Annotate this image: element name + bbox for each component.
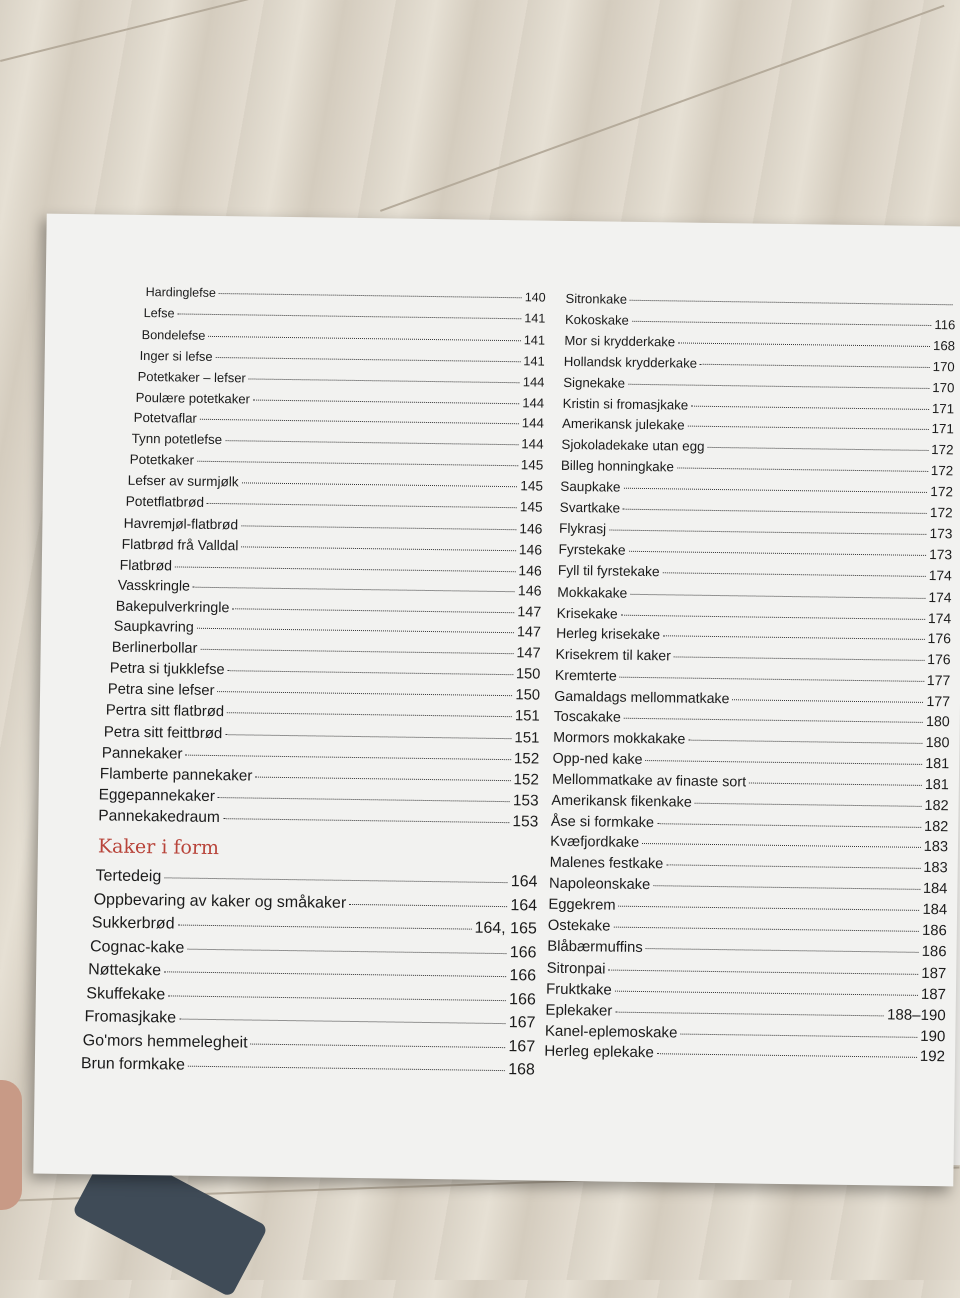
dot-leader	[164, 878, 507, 884]
toc-entry	[98, 807, 538, 831]
recipe-name: Amerikansk fikenkake	[551, 792, 692, 811]
recipe-name: Signekake	[563, 374, 626, 391]
recipe-name: Sitronpai	[546, 959, 606, 978]
page-number: 174	[927, 609, 952, 626]
page-number: 172	[930, 484, 954, 500]
recipe-name: Mor si krydderkake	[564, 332, 676, 350]
recipe-name: Sukkerbrød	[91, 914, 175, 933]
toc-entry	[84, 1009, 535, 1033]
dot-leader	[688, 426, 929, 430]
recipe-name: Flatbrød	[119, 556, 173, 574]
toc-entry	[564, 333, 955, 353]
page-number: 181	[925, 755, 950, 773]
dot-leader	[223, 818, 510, 823]
dot-leader	[217, 691, 512, 696]
page-number: 141	[523, 332, 546, 348]
toc-entry	[114, 619, 541, 641]
dot-leader	[188, 1066, 505, 1071]
dot-leader	[608, 969, 918, 974]
toc-entry	[544, 1043, 945, 1066]
page-number: 141	[524, 311, 546, 326]
dot-leader	[168, 995, 506, 1001]
toc-entry	[563, 374, 954, 394]
dot-leader	[241, 525, 516, 530]
page-number: 180	[925, 713, 950, 731]
recipe-name: Kanel-eplemoskake	[544, 1022, 678, 1042]
page-number: 171	[931, 400, 955, 416]
toc-entry	[547, 939, 946, 961]
dot-leader	[178, 925, 472, 930]
floor-board-seam	[0, 0, 680, 62]
dot-leader	[680, 1033, 917, 1037]
dot-leader	[629, 551, 927, 556]
page-number: 145	[520, 478, 544, 494]
dot-leader	[179, 1019, 506, 1025]
toc-entry	[548, 897, 947, 919]
dot-leader	[208, 336, 520, 341]
dot-leader	[630, 593, 925, 598]
toc-entry	[546, 980, 946, 1003]
dot-leader	[674, 657, 924, 661]
toc-entry	[90, 938, 537, 962]
page-number: 146	[518, 541, 543, 558]
recipe-name: Hardinglefse	[145, 285, 216, 300]
page-number: 147	[517, 603, 542, 621]
recipe-name: Svartkake	[559, 499, 621, 516]
toc-entry	[144, 306, 546, 326]
page-number: 145	[519, 499, 543, 515]
recipe-name: Potetvaflar	[133, 410, 198, 427]
recipe-name: Poulære potetkaker	[135, 389, 251, 406]
page-number: 152	[513, 770, 540, 789]
page-number: 176	[927, 651, 951, 668]
toc-entry	[559, 521, 952, 541]
recipe-name: Flykrasj	[559, 520, 607, 537]
page-number: 190	[920, 1027, 946, 1045]
page-number: 145	[520, 457, 544, 473]
dot-leader	[249, 378, 520, 383]
page-number: 186	[921, 943, 947, 961]
toc-entry	[102, 744, 540, 767]
toc-entry	[563, 395, 955, 415]
page-number: 187	[920, 985, 947, 1003]
recipe-name: Kokoskake	[564, 311, 629, 328]
page-number: 144	[521, 436, 544, 452]
toc-entry	[564, 354, 955, 374]
toc-entry	[548, 918, 947, 940]
toc-entry	[104, 723, 540, 746]
toc-entry	[560, 479, 953, 499]
dot-leader	[609, 529, 926, 534]
page-number: 151	[514, 708, 540, 725]
page-number: 167	[508, 1038, 536, 1056]
toc-entry	[99, 786, 539, 810]
toc-entry	[110, 661, 541, 683]
dot-leader	[219, 293, 522, 298]
toc-entry	[92, 915, 537, 939]
toc-entry	[551, 813, 949, 835]
dot-leader	[653, 885, 920, 890]
page-number: 176	[927, 630, 952, 647]
recipe-name: Petra sitt feittbrød	[103, 723, 223, 743]
dot-leader	[207, 503, 517, 508]
recipe-name: Lefse	[143, 305, 175, 321]
recipe-name: Fyrstekake	[558, 541, 626, 558]
toc-entry	[551, 792, 948, 814]
toc-entry	[550, 855, 948, 877]
recipe-name: Sitronkake	[565, 290, 628, 307]
toc-entry	[120, 556, 542, 578]
recipe-name: Pannekakedraum	[98, 806, 220, 826]
page-number: 174	[928, 588, 952, 605]
dot-leader	[619, 906, 920, 911]
dot-leader	[688, 740, 922, 744]
page-number: 144	[522, 373, 545, 390]
dot-leader	[663, 636, 925, 641]
dot-leader	[251, 1043, 506, 1048]
recipe-name: Hollandsk krydderkake	[563, 353, 698, 371]
page-number: 146	[519, 520, 543, 537]
toc-entry	[88, 962, 536, 986]
recipe-name: Mellommatkake av finaste sort	[551, 771, 747, 791]
page-number: 152	[513, 749, 540, 768]
toc-entry	[95, 868, 537, 892]
toc-entry	[545, 1001, 945, 1024]
recipe-name: Cognac-kake	[89, 938, 185, 957]
right-column	[544, 290, 956, 1066]
recipe-name: Vasskringle	[117, 577, 191, 595]
toc-entry	[108, 682, 540, 704]
toc-entry	[140, 348, 545, 369]
recipe-name: Flatbrød frå Valldal	[121, 535, 239, 554]
page-number: 184	[922, 881, 948, 898]
toc-entry	[122, 536, 543, 558]
recipe-name: Krisekake	[556, 604, 618, 622]
dot-leader	[200, 649, 513, 654]
page-number: 172	[931, 442, 954, 458]
page-number: 164	[510, 873, 538, 891]
page-number: 166	[509, 967, 537, 985]
toc-entry	[116, 598, 542, 620]
toc-entry	[126, 494, 543, 515]
dot-leader	[691, 405, 929, 409]
page-number: 182	[924, 797, 949, 814]
page-number: 164, 165	[474, 920, 537, 938]
dot-leader	[349, 904, 507, 907]
page-number: 188–190	[886, 1006, 946, 1024]
page-number: 183	[923, 839, 949, 856]
dot-leader	[624, 718, 923, 723]
toc-entry	[94, 891, 538, 915]
dot-leader	[621, 614, 925, 619]
dot-leader	[228, 670, 513, 675]
recipe-name: Skuffekake	[86, 985, 166, 1004]
recipe-name: Fyll til fyrstekake	[557, 562, 660, 579]
dot-leader	[657, 823, 921, 828]
page-number: 151	[514, 729, 540, 747]
recipe-name: Flamberte pannekaker	[99, 765, 253, 785]
toc-entry	[552, 771, 949, 793]
recipe-name: Bakepulverkringle	[115, 598, 230, 616]
recipe-name: Fromasjkake	[84, 1008, 177, 1027]
recipe-name: Bondelefse	[141, 326, 206, 343]
page-number: 182	[923, 818, 949, 835]
dot-leader	[218, 797, 510, 802]
toc-entry	[560, 500, 953, 520]
page-number: 168	[508, 1061, 535, 1079]
toc-entry	[557, 604, 952, 626]
recipe-name: Lefser av surmjølk	[127, 472, 239, 490]
page-number: 174	[928, 567, 952, 583]
toc-entry	[561, 437, 953, 457]
recipe-name: Kremterte	[554, 666, 617, 684]
recipe-name: Potetflatbrød	[125, 493, 205, 510]
recipe-name: Herleg eplekake	[544, 1043, 654, 1062]
page-number: 184	[922, 902, 948, 919]
dot-leader	[657, 1054, 917, 1059]
page-number: 192	[919, 1048, 946, 1066]
toc-entry	[124, 515, 543, 537]
recipe-name: Ostekake	[547, 917, 611, 935]
recipe-name: Malenes festkake	[549, 855, 664, 873]
page-number: 150	[515, 687, 541, 704]
dot-leader	[623, 488, 927, 493]
recipe-name: Brun formkake	[80, 1055, 186, 1075]
recipe-name: Eggekrem	[548, 896, 616, 914]
recipe-name: Krisekrem til kaker	[555, 646, 671, 664]
toc-entry	[142, 327, 546, 348]
recipe-name: Billeg honningkake	[560, 458, 675, 475]
dot-leader	[164, 972, 506, 978]
dot-leader	[632, 321, 932, 326]
page-number: 146	[517, 582, 542, 600]
recipe-name: Amerikansk julekake	[561, 416, 685, 433]
recipe-name: Mokkakake	[557, 583, 628, 601]
recipe-name: Inger si lefse	[139, 347, 213, 364]
toc-entry	[118, 577, 542, 599]
recipe-name: Fruktkake	[545, 980, 612, 999]
page-number: 150	[515, 666, 541, 683]
toc-entry	[106, 702, 540, 724]
dot-leader	[255, 776, 510, 781]
page-number: 164	[510, 897, 538, 915]
toc-entry	[132, 431, 544, 452]
toc-entry	[83, 1032, 536, 1056]
toc-entry	[146, 285, 546, 305]
page-number: 181	[924, 776, 949, 793]
recipe-name: Havremjøl-flatbrød	[123, 514, 239, 533]
page-number: 144	[521, 415, 544, 431]
dot-leader	[732, 699, 923, 703]
toc-entry	[558, 542, 952, 562]
page-number: 177	[926, 672, 951, 689]
dot-leader	[613, 927, 919, 932]
dot-leader	[620, 677, 924, 682]
dot-leader	[227, 712, 512, 717]
dot-leader	[695, 802, 922, 806]
toc-entry	[552, 751, 949, 773]
page-number: 170	[932, 379, 955, 395]
dot-leader	[678, 342, 930, 347]
recipe-name: Petra si tjukklefse	[109, 660, 225, 679]
page-number: 140	[524, 290, 546, 305]
page-number: 170	[932, 358, 955, 375]
recipe-name: Gamaldags mellommatkake	[554, 687, 730, 707]
page-number: 153	[512, 791, 539, 810]
toc-entry	[138, 369, 545, 390]
recipe-name: Opp-ned kake	[552, 750, 643, 768]
toc-entry	[554, 688, 950, 710]
dot-leader	[197, 628, 514, 633]
page-number: 153	[512, 812, 539, 831]
recipe-name: Potetkaker	[129, 451, 195, 468]
page-number: 168	[933, 337, 956, 354]
dot-leader	[749, 782, 922, 785]
recipe-name: Saupkake	[560, 478, 621, 495]
recipe-name: Pannekaker	[101, 744, 183, 763]
page-number: 180	[925, 734, 950, 752]
dot-leader	[663, 572, 926, 577]
toc-entry	[136, 389, 545, 410]
toc-entry	[555, 667, 951, 689]
page-number: 141	[523, 352, 545, 369]
recipe-name: Blåbærmuffins	[547, 938, 643, 956]
page-number: 183	[923, 860, 948, 877]
toc-entry	[553, 730, 949, 752]
thumb	[0, 1080, 22, 1210]
dot-leader	[623, 509, 927, 514]
recipe-name: Petra sine lefser	[107, 681, 215, 700]
toc-entry	[554, 709, 950, 731]
recipe-name: Åse si formkake	[550, 813, 655, 831]
recipe-name: Saupkavring	[113, 618, 194, 637]
recipe-name: Eggepannekaker	[98, 785, 216, 805]
dot-leader	[615, 990, 918, 995]
recipe-name: Herleg krisekake	[556, 625, 661, 643]
toc-entry	[555, 646, 950, 668]
recipe-name: Tynn potetlefse	[131, 431, 223, 448]
page-number: 144	[522, 394, 545, 411]
dot-leader	[677, 468, 928, 473]
page-number: 172	[930, 463, 954, 479]
toc-entry	[130, 452, 544, 473]
dot-leader	[225, 440, 518, 445]
recipe-name: Kvæfjordkake	[550, 834, 640, 852]
toc-entry	[112, 640, 541, 662]
dot-leader	[175, 566, 515, 572]
page-number: 172	[929, 504, 953, 521]
dot-leader	[200, 419, 519, 424]
page-number: 146	[518, 561, 542, 579]
book-page	[33, 214, 960, 1187]
dot-leader	[666, 865, 920, 870]
recipe-name: Napoleonskake	[548, 875, 651, 894]
dot-leader	[216, 357, 521, 362]
page-number: 173	[929, 525, 953, 542]
page-number: 166	[508, 991, 536, 1009]
dot-leader	[645, 760, 922, 765]
page-number: 147	[516, 645, 541, 662]
toc-entry	[81, 1056, 535, 1080]
toc-entry	[565, 312, 955, 332]
dot-leader	[225, 734, 511, 739]
recipe-name: Berlinerbollar	[111, 639, 198, 658]
recipe-name: Mormors mokkakake	[553, 729, 686, 748]
toc-entry	[562, 416, 954, 436]
recipe-name: Oppbevaring av kaker og småkaker	[93, 891, 347, 912]
recipe-name: Tertedeig	[95, 867, 162, 886]
dot-leader	[241, 546, 515, 551]
dot-leader	[708, 447, 929, 451]
recipe-name: Pertra sitt flatbrød	[105, 702, 225, 721]
dot-leader	[193, 586, 515, 591]
toc-entry	[549, 876, 948, 898]
toc-entry	[100, 765, 539, 788]
page-number: 116	[934, 316, 956, 333]
toc-entry	[566, 291, 956, 311]
dot-leader	[187, 949, 506, 954]
left-column	[80, 284, 546, 1079]
toc-entry	[550, 834, 948, 856]
dot-leader	[197, 461, 518, 466]
page-number: 147	[516, 624, 542, 641]
recipe-name: Go'mors hemmelegheit	[82, 1032, 248, 1052]
dot-leader	[642, 843, 921, 848]
toc-entry	[128, 473, 543, 494]
dot-leader	[615, 1011, 884, 1016]
dot-leader	[646, 948, 919, 953]
toc-entry	[545, 1022, 946, 1045]
dot-leader	[628, 383, 929, 388]
toc-entry	[134, 410, 544, 431]
page-number: 186	[922, 922, 947, 940]
toc-entry	[556, 625, 951, 647]
page-number: 173	[929, 546, 953, 563]
recipe-name: Sjokoladekake utan egg	[561, 437, 705, 455]
page-number: 177	[926, 693, 951, 710]
toc-entry	[558, 562, 952, 582]
toc-entry	[561, 458, 954, 478]
dot-leader	[242, 482, 518, 487]
dot-leader	[178, 313, 522, 319]
dot-leader	[186, 754, 511, 760]
recipe-name: Nøttekake	[88, 961, 162, 980]
section-heading: Kaker i form	[97, 835, 220, 860]
toc-entry	[547, 959, 947, 982]
page-number: 171	[931, 421, 954, 437]
toc-entry	[557, 583, 951, 605]
dot-leader	[232, 608, 514, 613]
dot-leader	[700, 363, 930, 367]
recipe-name: Potetkaker – lefser	[137, 368, 246, 386]
floor-board-seam	[380, 5, 944, 212]
recipe-name: Toscakake	[553, 708, 621, 726]
recipe-name: Kristin si fromasjkake	[562, 395, 689, 413]
dot-leader	[253, 399, 519, 404]
page-number: 167	[508, 1014, 536, 1032]
dot-leader	[630, 300, 953, 306]
page-number: 187	[921, 964, 947, 983]
toc-entry	[86, 985, 536, 1009]
recipe-name: Eplekaker	[545, 1001, 613, 1020]
page-number: 166	[509, 944, 537, 962]
